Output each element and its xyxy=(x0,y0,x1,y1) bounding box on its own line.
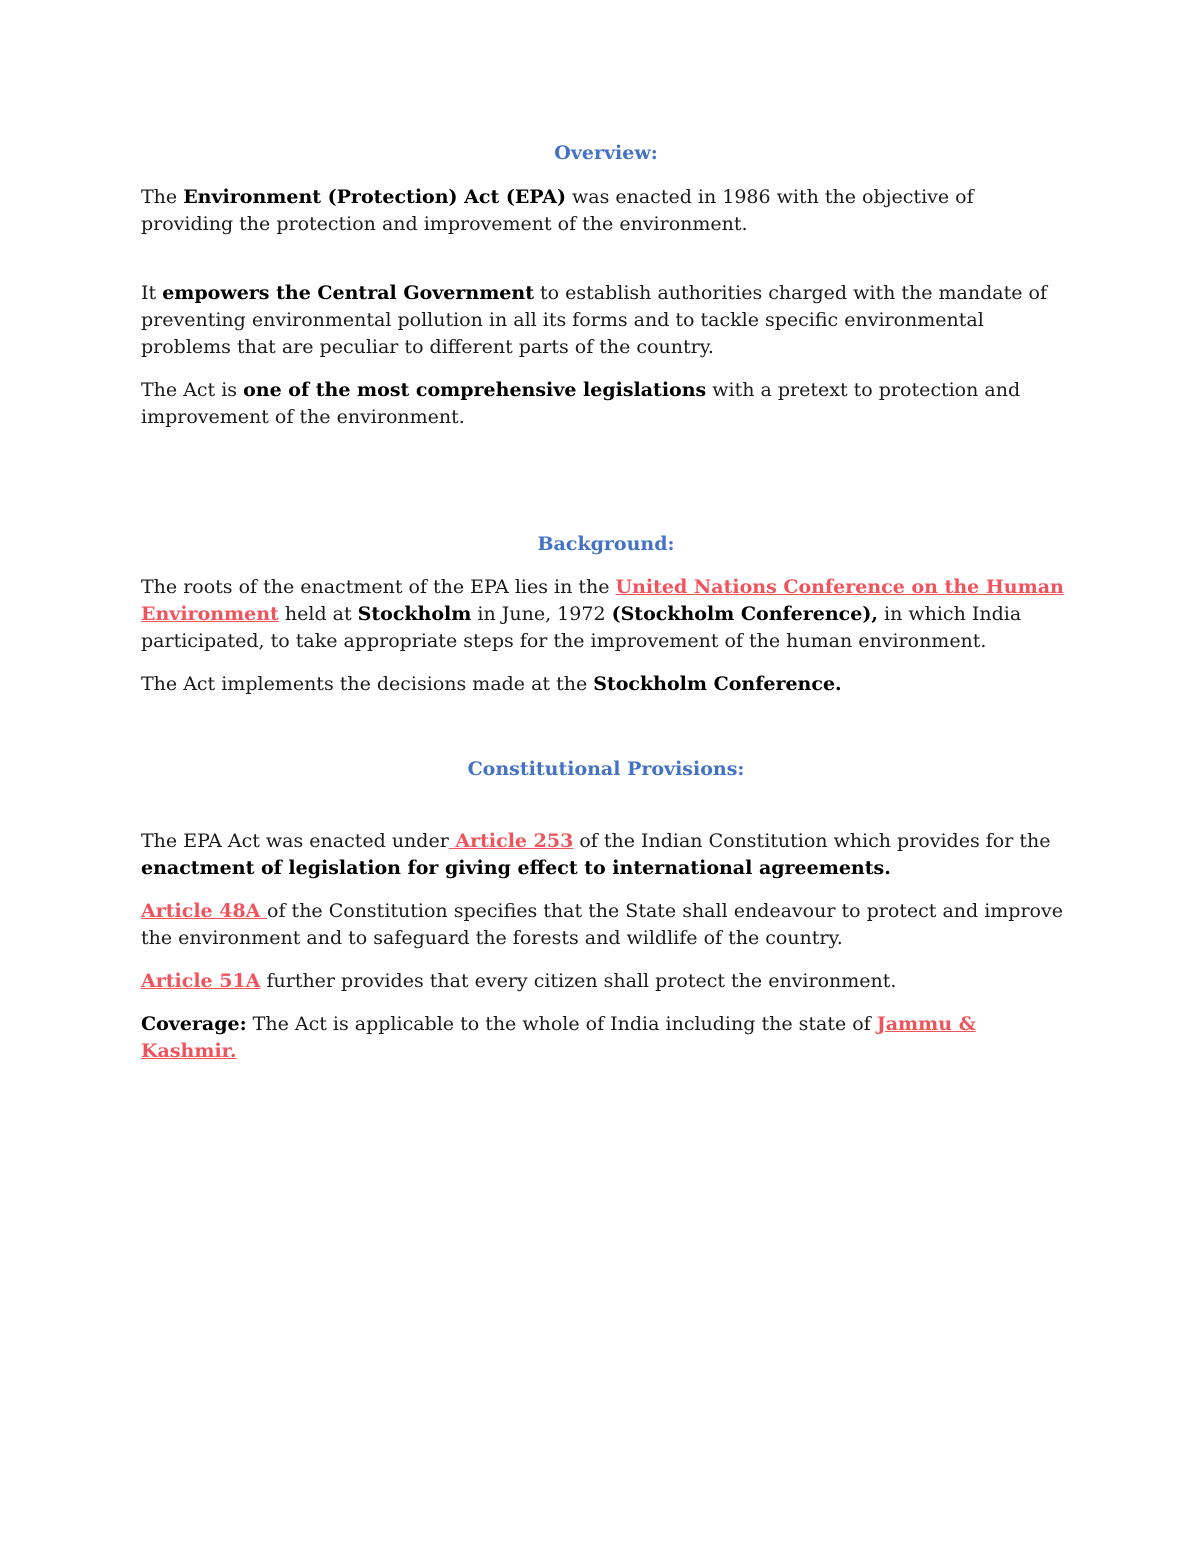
background-paragraph-1: The roots of the enactment of the EPA lies in the United Nations Conference on the Human Environment held at Stockholm in June, 1972 (Stockholm Conference), in which India participated, to take appropriate steps for the improvement of the human environment. xyxy=(141,576,1064,652)
overview-heading: Overview: xyxy=(554,142,658,164)
document-body xyxy=(141,140,1071,1065)
overview-paragraph-2: It empowers the Central Government to establish authorities charged with the mandate of preventing environmental pollution in all its forms and to tackle specific environmental problems that are peculiar to different parts of the country. xyxy=(141,282,1047,358)
coverage-label: Coverage: xyxy=(141,1013,247,1035)
epa-act-name: Environment (Protection) Act (EPA) xyxy=(183,186,566,208)
constitutional-paragraph-3: Article 51A further provides that every citizen shall protect the environment. xyxy=(141,970,897,992)
un-conference-link[interactable]: United Nations Conference on the Human Environment xyxy=(141,576,1064,625)
overview-paragraph-1: The Environment (Protection) Act (EPA) was enacted in 1986 with the objective of providing the protection and improvement of the environment. xyxy=(141,186,974,235)
coverage-paragraph: Coverage: The Act is applicable to the whole of India including the state of Jammu & Kashmir. xyxy=(141,1013,976,1062)
constitutional-paragraph-2: Article 48A of the Constitution specifies that the State shall endeavour to protect and improve the environment and to safeguard the forests and wildlife of the country. xyxy=(141,900,1063,949)
article-253-link[interactable]: Article 253 xyxy=(448,830,574,852)
jammu-kashmir-link[interactable]: Jammu & Kashmir. xyxy=(141,1013,976,1062)
overview-paragraph-3: The Act is one of the most comprehensive legislations with a pretext to protection and improvement of the environment. xyxy=(141,379,1021,428)
background-paragraph-2: The Act implements the decisions made at the Stockholm Conference. xyxy=(141,673,842,695)
article-51a-link[interactable]: Article 51A xyxy=(141,970,261,992)
constitutional-paragraph-1: The EPA Act was enacted under Article 253 of the Indian Constitution which provides for the enactment of legislation for giving effect to international agreements. xyxy=(141,830,1051,879)
article-48a-link[interactable]: Article 48A xyxy=(141,900,268,922)
constitutional-heading: Constitutional Provisions: xyxy=(467,758,745,780)
background-heading: Background: xyxy=(537,533,675,555)
